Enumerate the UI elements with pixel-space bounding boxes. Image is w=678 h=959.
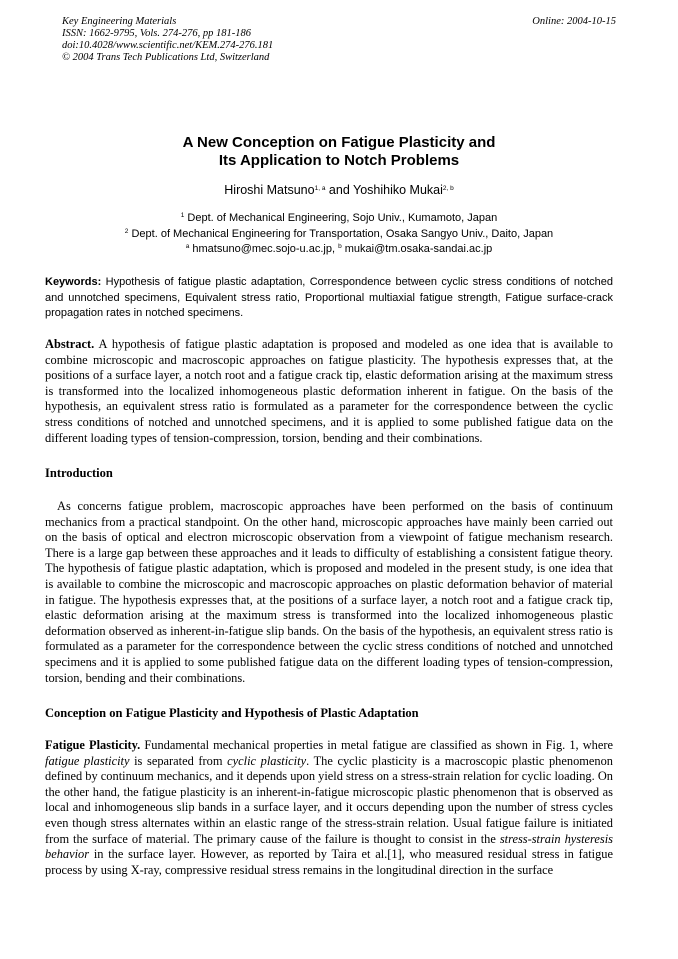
fatigue-plasticity-term: fatigue plasticity xyxy=(45,753,130,768)
section-heading: Conception on Fatigue Plasticity and Hypothesis of Plastic Adaptation xyxy=(45,706,419,720)
paragraph-part-3: . The cyclic plasticity is a macroscopic plastic phenomenon defined by continuum mechanics, and it depends upon yield stress on a stress-strain relation for cyclic loading. On the other hand, the fatigue plasticity is an inherent-in-fatigue microscopic plastic phenomenon that is observed as local and inhomogeneous slip bands in a surface layer, and it occurs depending upon the number of stress cycles even though stress alternates within an elastic range of the stress-strain relation. Usual fatigue failure is initiated from the surface of material. The primary cause of the failure is thought to consist in the xyxy=(45,753,613,846)
cyclic-plasticity-term: cyclic plasticity xyxy=(227,753,307,768)
email-a: hmatsuno@mec.sojo-u.ac.jp, xyxy=(189,243,339,255)
email-a-marker: a xyxy=(185,243,190,250)
email-b: mukai@tm.osaka-sandai.ac.jp xyxy=(341,243,493,255)
journal-header xyxy=(62,16,273,64)
keywords xyxy=(45,275,613,322)
doi-line: doi:10.4028/www.scientific.net/KEM.274-276.181 xyxy=(62,40,274,51)
affiliation-1-text: Dept. of Mechanical Engineering, Sojo Univ., Kumamoto, Japan xyxy=(184,212,498,224)
abstract xyxy=(45,337,613,446)
affiliation-2-marker: 2 xyxy=(124,227,129,235)
author-1-marker: 1, a xyxy=(314,185,326,192)
keywords-text: Hypothesis of fatigue plastic adaptation, Correspondence between cyclic stress conditions of notched and unnotched specimens, Equivalent stress ratio, Proportional multiaxial fatigue strength, Fatigue surface-crack propagation rates in notched specimens. xyxy=(45,276,613,319)
affiliation-1-marker: 1 xyxy=(180,212,185,219)
keywords-label: Keywords: xyxy=(45,276,102,288)
paragraph-part-4: in the surface layer. However, as reported by Taira et al.[1], who measured residual stress in fatigue process by using X-ray, compressive residual stress remains in the longitudinal direction in the surface xyxy=(45,847,613,877)
introduction-text: As concerns fatigue problem, macroscopic approaches have been performed on the basis of continuum mechanics from a practical standpoint. On the other hand, microscopic approaches have mainly been carried out on the basis of optical and electron microscopic observation from a viewpoint of fatigue mechanism research. There is a large gap between these approaches and it leads to difficulty of establishing a consistent fatigue theory. The hypothesis of fatigue plastic adaptation, which is proposed and modeled in the present study, is one idea that is available to combine the microscopic and macroscopic approaches on plastic deformation behavior of material in fatigue. The hypothesis expresses that, at the positions of a surface layer, a notch root and a fatigue crack tip, elastic deformation arising at the maximum stress is transformed into the localized inhomogeneous plastic deformation observed as inherent-in-fatigue slip bands. On the basis of the hypothesis, an equivalent stress ratio is formulated as a parameter for the correspondence between the cyclic stress conditions of notched and unnotched specimens and it is applied to some published fatigue data on the different loading types of tension-compression, torsion, bending and their combinations. xyxy=(45,499,613,685)
affiliation-1 xyxy=(0,211,678,227)
email-b-marker: b xyxy=(338,243,342,250)
issn-line: ISSN: 1662-9795, Vols. 274-276, pp 181-186 xyxy=(62,28,251,39)
introduction-heading: Introduction xyxy=(45,466,113,480)
author-2-marker: 2, b xyxy=(442,185,454,192)
affiliation-2 xyxy=(0,227,678,243)
author-conjunction: and xyxy=(325,183,354,197)
paper-title xyxy=(0,134,678,170)
paragraph-part-2: is separated from xyxy=(129,753,228,768)
paragraph-part-1: Fundamental mechanical properties in metal fatigue are classified as shown in Fig. 1, where xyxy=(140,738,614,752)
title-line-1: A New Conception on Fatigue Plasticity and xyxy=(182,134,496,151)
affiliation-2-text: Dept. of Mechanical Engineering for Transportation, Osaka Sangyo Univ., Daito, Japan xyxy=(128,227,554,240)
journal-name: Key Engineering Materials xyxy=(62,16,177,27)
fatigue-plasticity-label: Fatigue Plasticity. xyxy=(45,738,141,752)
abstract-text: A hypothesis of fatigue plastic adaptation is proposed and modeled as one idea that is available to combine microscopic and macroscopic approaches on fatigue plasticity. The hypothesis expresses that, at the positions of a surface layer, a notch root and a fatigue crack tip, elastic deformation arising at the maximum stress is transformed into the localized inhomogeneous plastic deformation inherent in fatigue. On the basis of the hypothesis, an equivalent stress ratio is formulated as a parameter for the correspondence between the cyclic stress conditions of notched and unnotched specimens, and it is applied to some published fatigue data on the different loading types of tension-compression, torsion, bending and their combinations. xyxy=(45,337,613,445)
author-list xyxy=(0,183,678,198)
abstract-label: Abstract. xyxy=(45,337,95,351)
fatigue-plasticity-paragraph xyxy=(45,738,613,878)
online-date: Online: 2004-10-15 xyxy=(532,16,616,27)
affiliations xyxy=(0,211,678,258)
author-1: Hiroshi Matsuno xyxy=(224,183,315,197)
hysteresis-term: stress-strain hysteresis behavior xyxy=(45,831,613,862)
author-2: Yoshihiko Mukai xyxy=(353,183,443,197)
title-line-2: Its Application to Notch Problems xyxy=(218,152,460,169)
email-line xyxy=(0,242,678,258)
copyright-line: © 2004 Trans Tech Publications Ltd, Switzerland xyxy=(62,52,270,63)
